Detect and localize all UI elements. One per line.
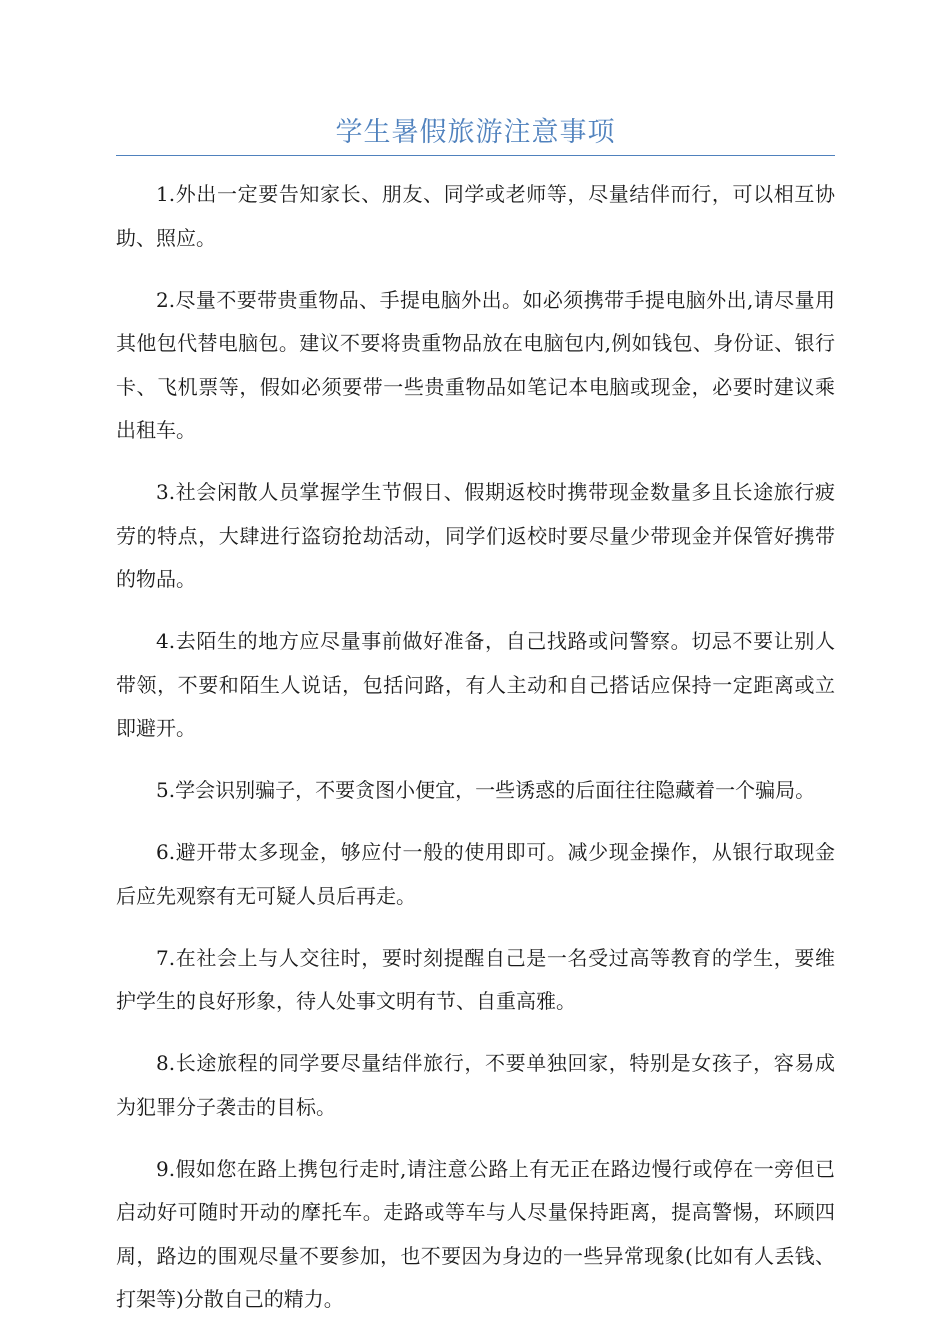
paragraph-2: 2.尽量不要带贵重物品、手提电脑外出。如必须携带手提电脑外出,请尽量用其他包代替电脑包。建议不要将贵重物品放在电脑包内,例如钱包、身份证、银行卡、飞机票等，假如必须要带一些贵重物品如笔记本电脑或现金，必要时建议乘出租车。	[116, 287, 835, 442]
paragraph-4: 4.去陌生的地方应尽量事前做好准备，自己找路或问警察。切忌不要让别人带领，不要和陌生人说话，包括问路，有人主动和自己搭话应保持一定距离或立即避开。	[116, 629, 835, 740]
document-body	[116, 173, 835, 1340]
paragraph-6: 6.避开带太多现金，够应付一般的使用即可。减少现金操作，从银行取现金后应先观察有无可疑人员后再走。	[116, 840, 835, 908]
paragraph-8: 8.长途旅程的同学要尽量结伴旅行，不要单独回家，特别是女孩子，容易成为犯罪分子袭击的目标。	[116, 1051, 835, 1119]
title-block	[116, 110, 835, 156]
paragraph-9: 9.假如您在路上携包行走时,请注意公路上有无正在路边慢行或停在一旁但已启动好可随时开动的摩托车。走路或等车与人尽量保持距离，提高警惕，环顾四周，路边的围观尽量不要参加，也不要因为身边的一些异常现象(比如有人丢钱、打架等)分散自己的精力。	[116, 1156, 835, 1311]
paragraph-5: 5.学会识别骗子，不要贪图小便宜，一些诱惑的后面往往隐藏着一个骗局。	[156, 778, 816, 802]
paragraph-7: 7.在社会上与人交往时，要时刻提醒自己是一名受过高等教育的学生，要维护学生的良好形象，待人处事文明有节、自重高雅。	[116, 945, 835, 1013]
paragraph-1: 1.外出一定要告知家长、朋友、同学或老师等，尽量结伴而行，可以相互协助、照应。	[116, 182, 835, 250]
page-title: 学生暑假旅游注意事项	[335, 117, 616, 148]
paragraph-3: 3.社会闲散人员掌握学生节假日、假期返校时携带现金数量多且长途旅行疲劳的特点，大肆进行盗窃抢劫活动，同学们返校时要尽量少带现金并保管好携带的物品。	[116, 480, 835, 591]
